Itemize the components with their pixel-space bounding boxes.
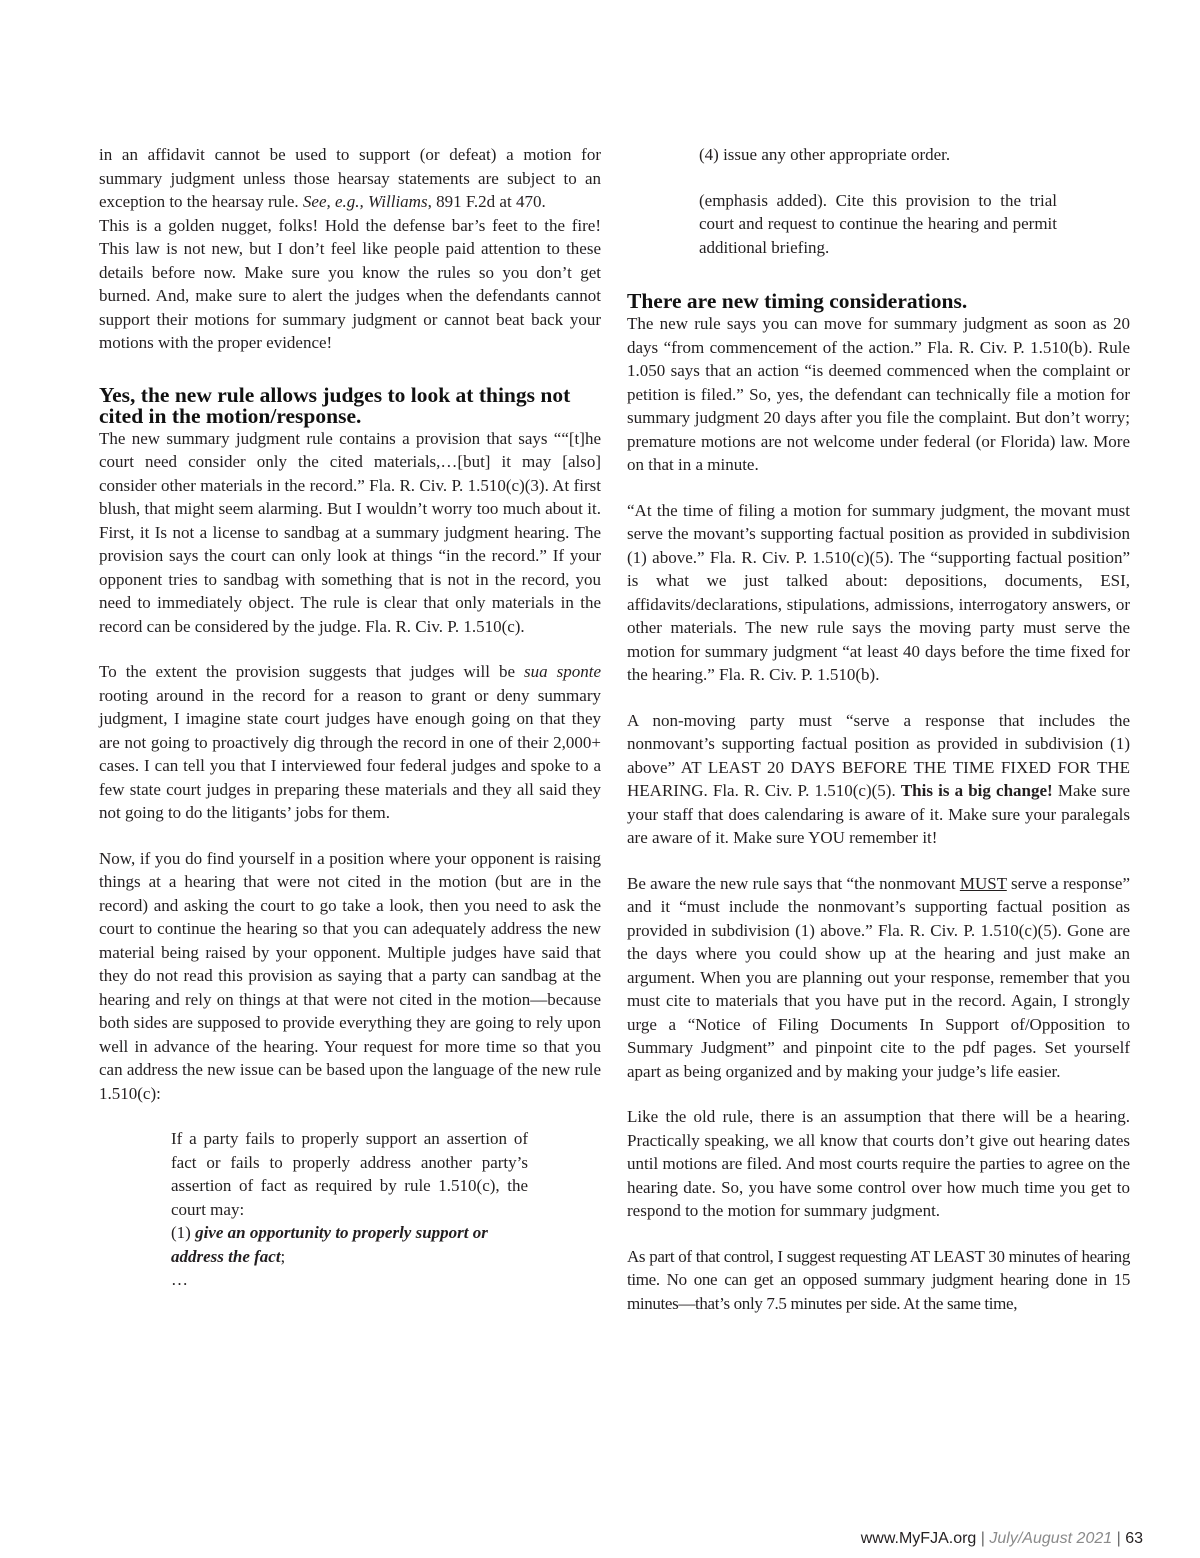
section-heading: Yes, the new rule allows judges to look at things not cited in the motion/response. <box>99 382 571 428</box>
paragraph <box>627 709 1130 850</box>
text-run: in an affidavit cannot be used to support (or defeat) a motion for summary judgment unless those hearsay statements are subject to an exception to the hearsay rule. <box>99 145 601 211</box>
paragraph <box>99 660 601 825</box>
quote-item <box>171 1221 528 1268</box>
section-heading: There are new timing considerations. <box>627 289 968 313</box>
text-run: To the extent the provision suggests that judges will be <box>99 662 524 681</box>
case-citation: See, e.g., Williams <box>302 192 428 211</box>
page-number: 63 <box>1125 1530 1143 1547</box>
text-run: rooting around in the record for a reason to grant or deny summary judgment, I imagine state court judges have enough going on that they are not going to proactively dig through the record in one of their 2,000+ cases. I can tell you that I interviewed four federal judges and spoke to a few state court judges in preparing these materials and they all said they not going to do the litigants’ jobs for them. <box>99 685 601 822</box>
underlined-word: MUST <box>959 873 1007 893</box>
latin-term: sua sponte <box>524 662 602 681</box>
quote-item: (4) issue any other appropriate order. <box>699 145 951 164</box>
paragraph: As part of that control, I suggest requesting AT LEAST 30 minutes of hearing time. No one can get an opposed summary judgment hearing done in 15 minutes—that’s only 7.5 minutes per side. At the same time, <box>627 1246 1130 1313</box>
website-link[interactable]: www.MyFJA.org <box>860 1530 977 1547</box>
text-run: Be aware the new rule says that “the nonmovant <box>627 873 960 893</box>
paragraph: The new rule says you can move for summary judgment as soon as 20 days “from commencement of the action.” Fla. R. Civ. P. 1.510(b). Rule 1.050 says that an action “is deemed commenced when the complaint or petition is filed.” So, yes, the defendant can technically file a motion for summary judgment 20 days after you file the complaint. But don’t worry; premature motions are not welcome under federal (or Florida) law. More on that in a minute. <box>627 314 1130 474</box>
emphasized-text: give an opportunity to properly support or address the fact <box>171 1223 488 1266</box>
left-column <box>99 143 601 1292</box>
paragraph: Like the old rule, there is an assumption that there will be a hearing. Practically speaking, we all know that courts don’t give out hearing dates until motions are filed. And most courts require the parties to agree on the hearing date. So, you have some control over how much time you get to respond to the motion for summary judgment. <box>627 1107 1130 1220</box>
right-column <box>627 143 1130 1315</box>
quote-ellipsis: … <box>171 1270 188 1289</box>
block-quote-continued <box>699 143 1057 259</box>
quote-text: If a party fails to properly support an assertion of fact or fails to properly address another party’s assertion of fact as required by rule 1.510(c), the court may: <box>171 1129 528 1219</box>
item-number: (1) <box>171 1223 196 1242</box>
footer-separator: | <box>980 1530 985 1547</box>
text-run: ; <box>280 1246 286 1266</box>
text-run: Make sure your staff that does calendaring is aware of it. Make sure your paralegals are aware of it. Make sure YOU remember it! <box>627 781 1131 847</box>
bold-callout: This is a big change! <box>900 781 1053 800</box>
text-run: , 891 F.2d at 470. <box>427 192 546 211</box>
issue-date: July/August 2021 <box>989 1530 1113 1547</box>
paragraph: This is a golden nugget, folks! Hold the defense bar’s feet to the fire! This law is not new, but I don’t feel like people paid attention to these details before now. Make sure you know the rules so you don’t get burned. And, make sure to alert the judges when the defendants cannot support their motions for summary judgment or cannot beat back your motions with the proper evidence! <box>99 215 601 352</box>
paragraph: The new summary judgment rule contains a provision that says ““[t]he court need consider only the cited materials,…[but] it may [also] consider other materials in the record.” Fla. R. Civ. P. 1.510(c)(3). At first blush, that might seem alarming. But I wouldn’t worry too much about it. First, it Is not a license to sandbag at a summary judgment hearing. The provision says the court can only look at things “in the record.” If your opponent tries to sandbag with something that is not in the record, you need to immediately object. The rule is clear that only materials in the record can be considered by the judge. Fla. R. Civ. P. 1.510(c). <box>99 428 601 636</box>
paragraph: Now, if you do find yourself in a position where your opponent is raising things at a hearing that were not cited in the motion (but are in the record) and asking the court to go take a look, then you need to ask the court to continue the hearing so that you can adequately address the new material being raised by your opponent. Multiple judges have said that they do not read this provision as saying that a party can sandbag at the hearing and rely on things at that were not cited in the motion—because both sides are supposed to provide everything they are going to rely upon well in advance of the hearing. Your request for more time so that you can address the new issue can be based upon the language of the new rule 1.510(c): <box>99 848 601 1103</box>
text-run: serve a response” and it “must include the nonmovant’s supporting factual position as provided in subdivision (1) above.” Fla. R. Civ. P. 1.510(c)(5). Gone are the days where you could show up at the hearing and just make an argument. When you are planning out your response, remember that you must cite to materials that you have put in the record. Again, I strongly urge a “Notice of Filing Documents In Support of/Opposition to Summary Judgment” and pinpoint cite to the pdf pages. Set yourself apart as being organized and by making your judge’s life easier. <box>627 873 1130 1081</box>
paragraph <box>99 143 601 214</box>
quote-note: (emphasis added). Cite this provision to the trial court and request to continue the hearing and permit additional briefing. <box>699 190 1057 257</box>
block-quote <box>171 1127 528 1292</box>
page-footer <box>760 1530 1143 1548</box>
footer-separator: | <box>1116 1530 1121 1547</box>
paragraph: “At the time of filing a motion for summary judgment, the movant must serve the movant’s supporting factual position as provided in subdivision (1) above.” Fla. R. Civ. P. 1.510(c)(5). The “supporting factual position” is what we just talked about: depositions, documents, ESI, affidavits/declarations, stipulations, admissions, interrogatory answers, or other materials. The new rule says the moving party must serve the motion for summary judgment “at least 40 days before the time fixed for the hearing.” Fla. R. Civ. P. 1.510(b). <box>627 500 1130 684</box>
text-run: A non-moving party must “serve a response that includes the nonmovant’s supporting factual position as provided in subdivision (1) above” AT LEAST 20 DAYS BEFORE THE TIME FIXED FOR THE HEARING. Fla. R. Civ. P. 1.510(c)(5). <box>627 710 1130 800</box>
paragraph <box>627 872 1130 1084</box>
